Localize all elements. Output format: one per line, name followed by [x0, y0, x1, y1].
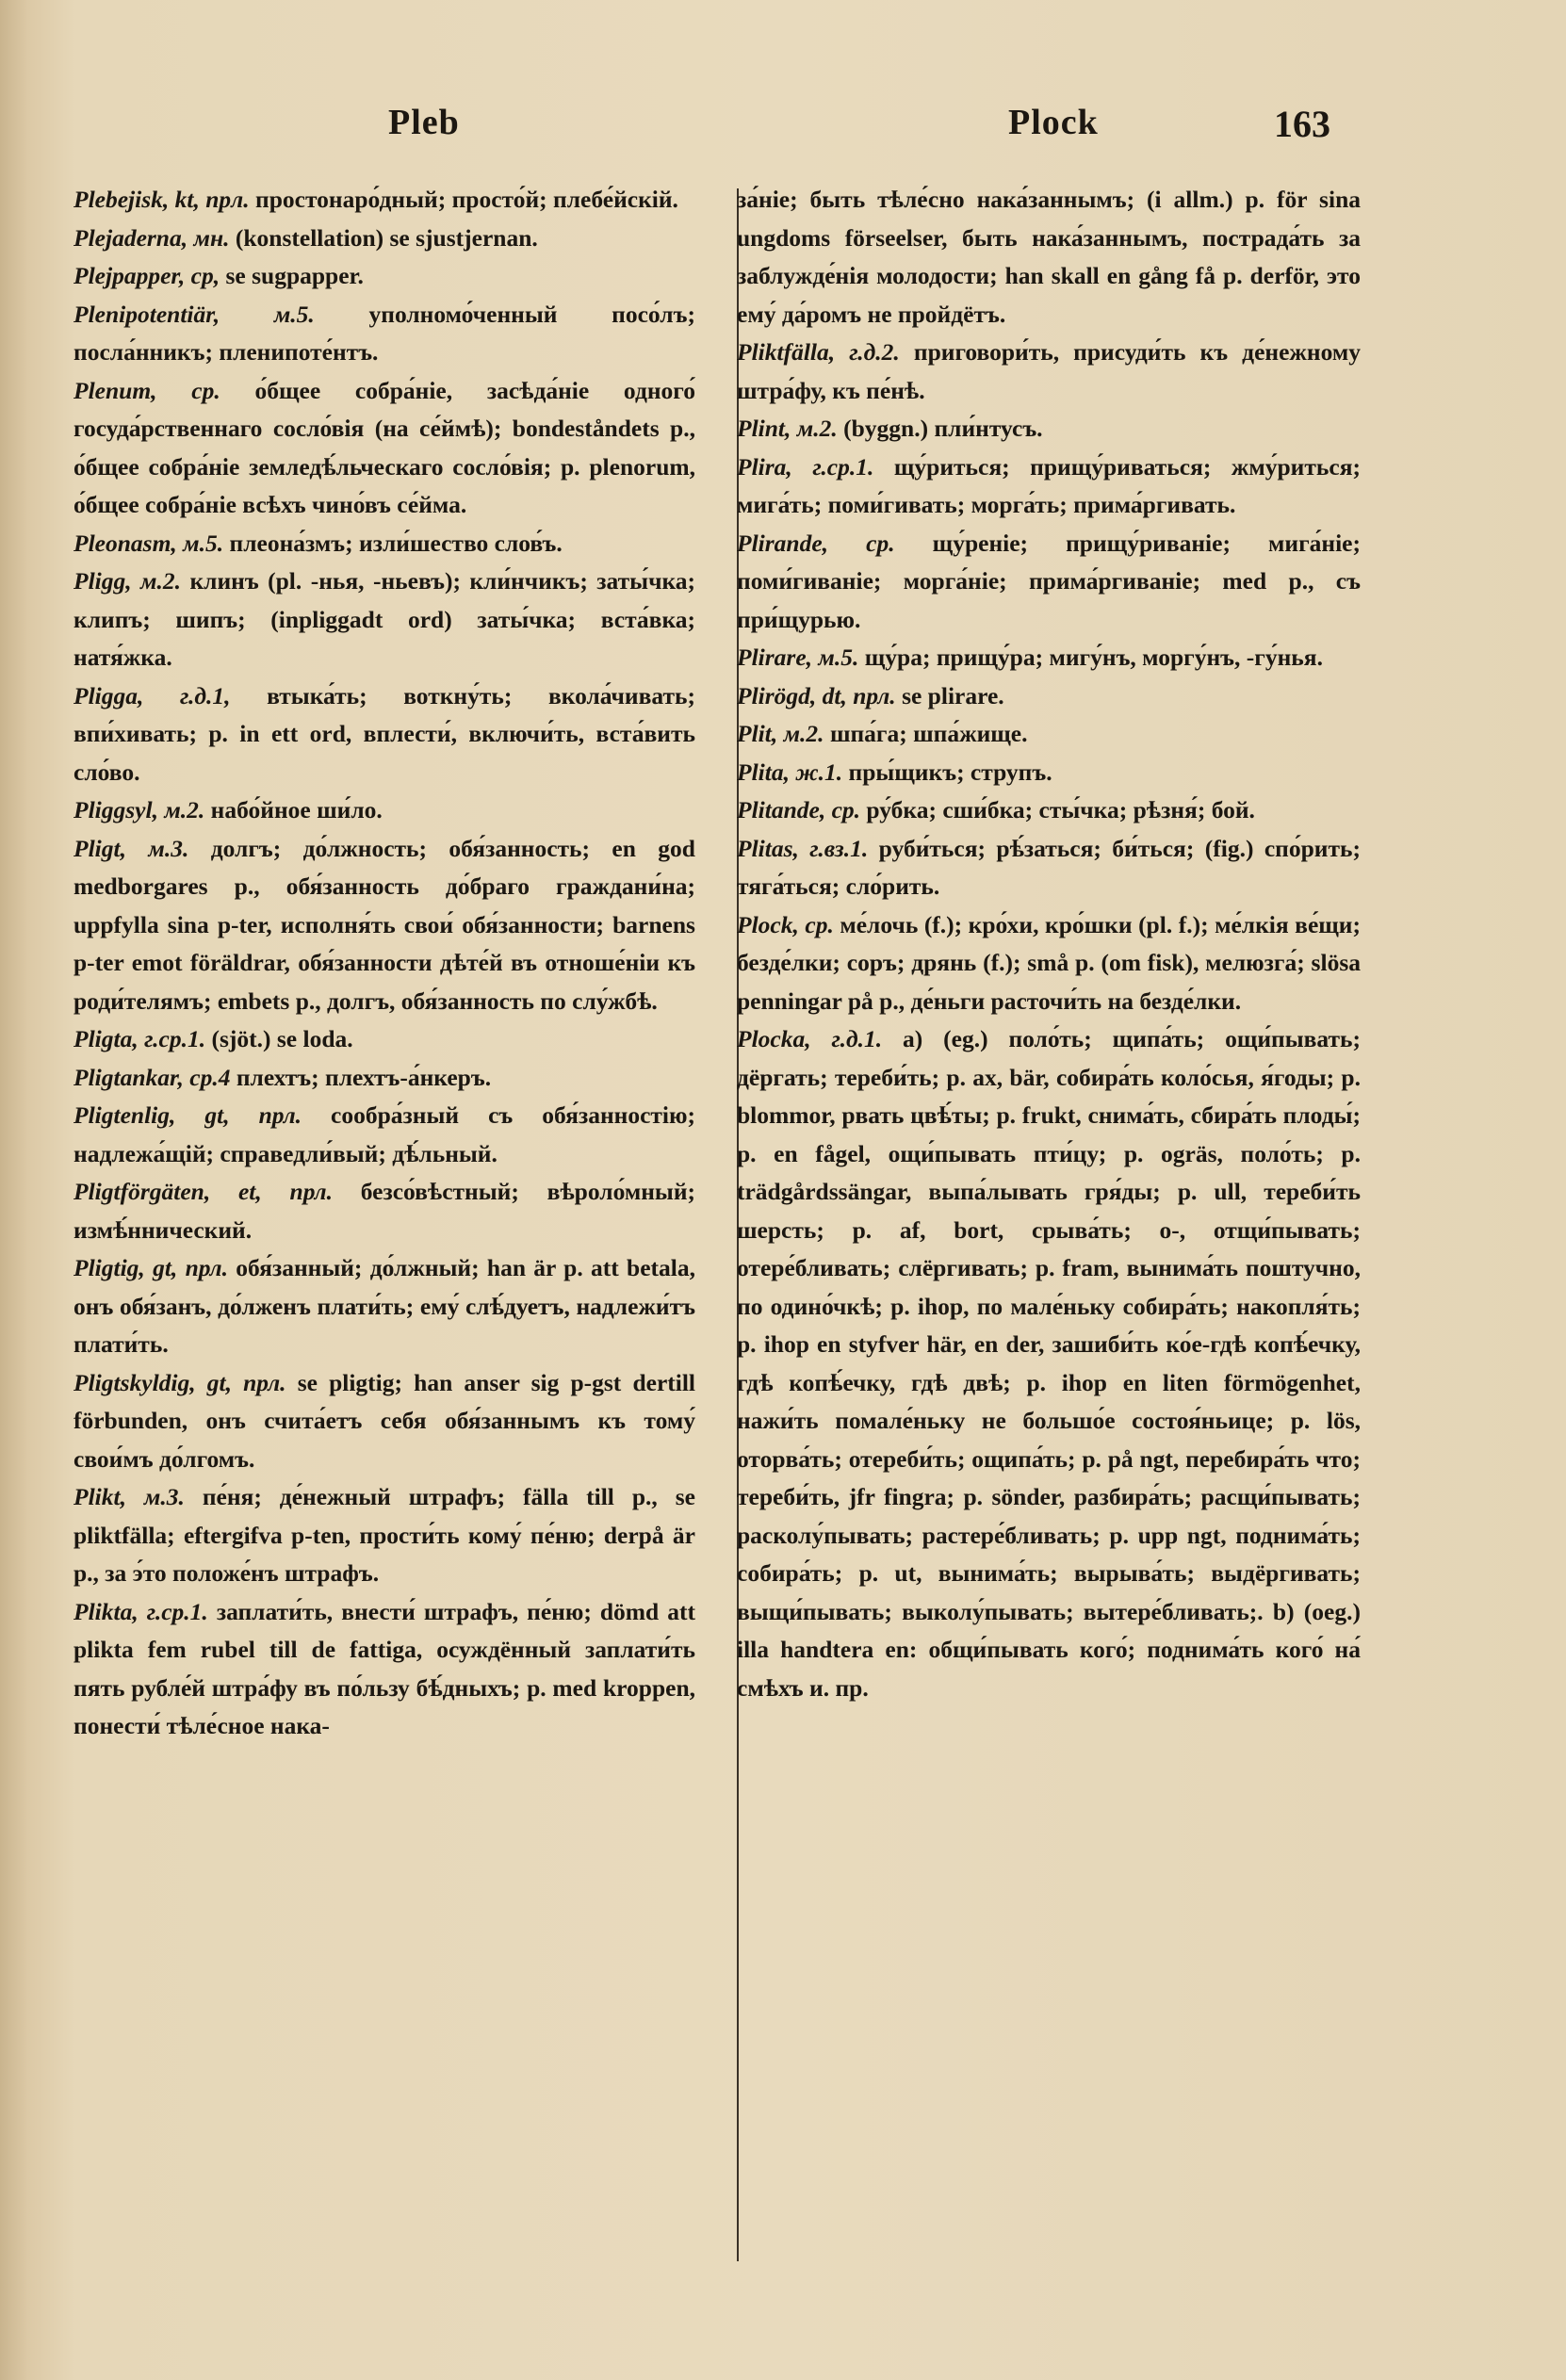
entry-definition: безсо́вѣстный; вѣроло́мный; измѣ́ннический. — [73, 1178, 696, 1244]
entry-headword: Plint, м.2. — [737, 415, 838, 442]
entry-headword: Pleonasm, м.5. — [73, 529, 224, 557]
entry-headword: Plitande, ср. — [737, 796, 861, 823]
entry-headword: Plikta, г.ср.1. — [73, 1597, 208, 1625]
entry-headword: Plirande, ср. — [737, 529, 895, 557]
entry-headword: Pligg, м.2. — [73, 567, 182, 595]
dictionary-entry — [737, 791, 1361, 830]
dictionary-entry — [73, 220, 695, 258]
left-guideword: Plеb — [388, 103, 460, 142]
entry-definition: простонаро́дный; просто́й; плебе́йскій. — [249, 186, 678, 213]
entry-definition: руби́ться; рѣ́заться; би́ться; (fig.) спо́рить; тяга́ться; сло́рить. — [737, 834, 1361, 900]
entry-headword: Plitas, г.вз.1. — [737, 834, 869, 862]
dictionary-entry — [737, 830, 1361, 906]
entry-headword: Pligtankar, ср.4 — [73, 1063, 231, 1091]
entry-definition: пе́ня; де́нежный штрафъ; fälla till p., se pliktfälla; eftergifva p-ten, прости́ть кому́ пе́ню; derpå är p., за э́то положе́нъ штрафъ. — [73, 1483, 695, 1587]
entry-headword: Pliggsyl, м.2. — [73, 796, 205, 823]
entry-definition: se plirare. — [895, 681, 1004, 709]
entry-headword: Pligga, г.д.1, — [73, 681, 231, 709]
page-number: 163 — [1274, 103, 1330, 145]
margin-bleed-through — [0, 170, 24, 2337]
dictionary-entry — [73, 181, 695, 220]
entry-definition: заплати́ть, внести́ штрафъ, пе́ню; dömd att plikta fem rubel till de fattiga, осуждённый заплати́ть пять рубле́й штра́фу въ по́льзу бѣ́дныхъ; p. med kroppen, понести́ тѣле́сное нака- — [73, 1597, 695, 1739]
dictionary-entry — [737, 334, 1361, 410]
entry-headword: Plenipotentiär, м.5. — [73, 300, 315, 328]
dictionary-entry — [737, 906, 1361, 1021]
entry-definition: плехтъ; плехтъ-а́нкеръ. — [230, 1063, 492, 1091]
entry-definition: долгъ; до́лжность; обя́занность; en god medborgares p., обя́занность до́браго граждани́на; uppfylla sina p-ter, исполня́ть свои́ обя́занности; barnens p-ter emot föräldrar, обя́занности дѣте́й въ отноше́ніи къ роди́телямъ; embets p., долгъ, обя́занность по слу́жбѣ. — [73, 834, 695, 1015]
entry-headword: Plirögd, dt, прл. — [737, 681, 896, 709]
dictionary-entry — [73, 1097, 695, 1173]
dictionary-entry — [737, 1020, 1361, 1707]
entry-headword: Pligtig, gt, прл. — [73, 1254, 228, 1281]
entry-definition: приговори́ть, присуди́ть къ де́нежному штра́фу, къ пе́нѣ. — [737, 338, 1361, 404]
entry-headword: Plit, м.2. — [737, 720, 824, 747]
entry-definition: пры́щикъ; струпъ. — [842, 758, 1052, 786]
entry-definition: щу́ра; прищу́ра; мигу́нъ, моргу́нъ, -гу́нья. — [858, 644, 1323, 671]
dictionary-entry — [73, 1364, 695, 1479]
entry-headword: Plirare, м.5. — [737, 644, 859, 671]
entry-headword: Plebejisk, kt, npл. — [73, 186, 250, 213]
dictionary-entry — [73, 372, 695, 525]
entry-definition: а) (eg.) поло́ть; щипа́ть; ощи́пывать; дёргать; тереби́ть; p. ax, bär, собира́ть коло́сья, я́годы; p. blommor, рвать цвѣ́ты; p. frukt, снима́ть, сбира́ть плоды́; p. en fågel, ощи́пывать пти́цу; p. ogräs, поло́ть; p. trädgårdssängar, выпа́лывать гря́ды; p. ull, тереби́ть шерсть; p. af, bort, срыва́ть; о-, отщи́пывать; отере́бливать; слёргивать; p. fram, вынима́ть поштучно, по одино́чкѣ; p. ihop, по мале́ньку собира́ть; накопля́ть; p. ihop en styfver här, en der, зашиби́ть ко́е-гдѣ копѣ́ечку, гдѣ копѣ́ечку, гдѣ двѣ; p. ihop en liten förmögenhet, нажи́ть помале́ньку не большо́е состоя́ньице; p. lös, оторва́ть; отереби́ть; ощипа́ть; p. på ngt, перебира́ть что; тереби́ть, jfr fingra; p. sönder, разбира́ть; расщи́пывать; расколу́пывать; растере́бливать; p. upp ngt, поднима́ть; собира́ть; p. ut, вынима́ть; вырыва́ть; выдёргивать; выщи́пывать; выколу́пывать; вытере́бливать;. b) (oeg.) illa handtera en: общи́пывать кого́; поднима́ть кого́ на́ смѣхъ и. пр. — [737, 1025, 1361, 1702]
entry-headword: Pligtenlig, gt, прл. — [73, 1101, 302, 1129]
entry-definition: se sugpapper. — [220, 262, 364, 289]
dictionary-entry — [737, 410, 1361, 448]
dictionary-entry — [73, 1593, 695, 1746]
entry-definition: уполномо́ченный посо́лъ; посла́нникъ; пленипоте́нтъ. — [73, 300, 695, 366]
entry-definition: ме́лочь (f.); кро́хи, кро́шки (pl. f.); ме́лкія ве́щи; безде́лки; соръ; дрянь (f.); små p. (om fisk), мелюзга́; slösa penningar på p., де́ньги расточи́ть на безде́лки. — [737, 910, 1361, 1015]
entry-headword: Plock, ср. — [737, 910, 834, 938]
entry-definition: втыка́ть; воткну́ть; вкола́чивать; впи́хивать; p. in ett ord, вплести́, включи́ть, вста́вить сло́во. — [73, 681, 695, 786]
entry-definition: (byggn.) пли́нтусъ. — [837, 415, 1043, 442]
entry-definition: о́бщее собра́ніе, засѣда́ніе одного́ госуда́рственнаго сосло́вія (на се́ймѣ); bondeståndets p., о́бщее собра́ніе земледѣ́льческаго сосло́вія; p. plenorum, о́бщее собра́ніе всѣхъ чино́въ се́йма. — [73, 376, 695, 518]
dictionary-entry — [73, 562, 695, 677]
dictionary-entry — [737, 754, 1361, 792]
entry-headword: Pligtskyldig, gt, прл. — [73, 1368, 286, 1396]
entry-headword: Plejaderna, мн. — [73, 223, 230, 252]
dictionary-entry — [73, 677, 695, 792]
dictionary-entry — [73, 1249, 695, 1364]
entry-headword: Plocka, г.д.1. — [737, 1025, 883, 1052]
entry-definition: щу́риться; прищу́риваться; жму́риться; мига́ть; поми́гивать; морга́ть; прима́ргивать. — [737, 452, 1361, 518]
dictionary-entry — [737, 639, 1361, 677]
dictionary-entry — [73, 257, 695, 296]
entry-headword: Plejpapper, ср, — [73, 262, 220, 289]
entry-headword: Plenum, ср. — [73, 376, 220, 404]
entry-definition: шпа́га; шпа́жище. — [824, 720, 1028, 747]
entry-definition: обя́занный; до́лжный; han är p. att betala, онъ обя́занъ, до́лженъ плати́ть; ему́ слѣ́дуетъ, надлежи́тъ плати́ть. — [73, 1254, 696, 1358]
entry-definition: клинъ (pl. -нья, -ньевъ); кли́нчикъ; заты́чка; клипъ; шипъ; (inpliggadt ord) заты́чка; вста́вка; натя́жка. — [73, 567, 696, 671]
entry-headword: Pligtförgäten, et, прл. — [73, 1178, 333, 1205]
dictionary-entry — [737, 525, 1361, 640]
right-column — [737, 181, 1361, 1707]
entry-definition: (konstellation) se sjustjernan. — [229, 223, 538, 252]
entry-definition: набо́йное ши́ло. — [204, 796, 383, 823]
entry-definition: за́ніе; быть тѣле́сно нака́заннымъ; (i allm.) p. för sina ungdoms förseelser, быть нака́заннымъ, пострада́ть за заблужде́нія молодости; han skall en gång få p. derför, это ему́ да́ромъ не пройдётъ. — [737, 186, 1361, 328]
dictionary-entry — [737, 677, 1361, 716]
entry-definition: (sjöt.) se loda. — [205, 1025, 353, 1052]
dictionary-entry — [73, 1173, 695, 1249]
dictionary-entry — [73, 830, 695, 1021]
entry-definition: плеона́змъ; изли́шество слов́ъ. — [223, 529, 563, 557]
entry-definition: сообра́зный съ обя́занностію; надлежа́щій; справедли́вый; дѣ́льный. — [73, 1101, 695, 1167]
dictionary-entry — [737, 181, 1361, 334]
entry-headword: Pligta, г.ср.1. — [73, 1025, 206, 1052]
dictionary-entry — [73, 1478, 695, 1593]
left-column — [73, 181, 695, 1746]
entry-headword: Pligt, м.3. — [73, 834, 189, 862]
entry-definition: ру́бка; сши́бка; сты́чка; рѣзня́; бой. — [860, 796, 1255, 823]
dictionary-entry — [737, 448, 1361, 525]
entry-headword: Plira, г.ср.1. — [737, 452, 874, 481]
entry-headword: Plita, ж.1. — [737, 758, 843, 786]
entry-headword: Pliktfälla, г.д.2. — [737, 338, 900, 366]
entry-headword: Plikt, м.3. — [73, 1483, 185, 1510]
dictionary-entry — [73, 525, 695, 563]
entry-definition: щу́реніе; прищу́риваніе; мига́ніе; поми́гиваніе; морга́ніе; прима́ргиваніе; med p., съ при́щурью. — [737, 529, 1361, 633]
dictionary-entry — [73, 791, 695, 830]
dictionary-entry — [73, 1020, 695, 1059]
dictionary-entry — [73, 1059, 695, 1098]
dictionary-entry — [737, 715, 1361, 754]
dictionary-entry — [73, 296, 695, 372]
right-guideword: Plock — [1008, 103, 1099, 142]
entry-definition: se pligtig; han anser sig p-gst dertill förbunden, онъ счита́етъ себя обя́заннымъ къ тому́ свои́мъ до́лгомъ. — [73, 1368, 696, 1473]
page-header — [0, 102, 1566, 158]
